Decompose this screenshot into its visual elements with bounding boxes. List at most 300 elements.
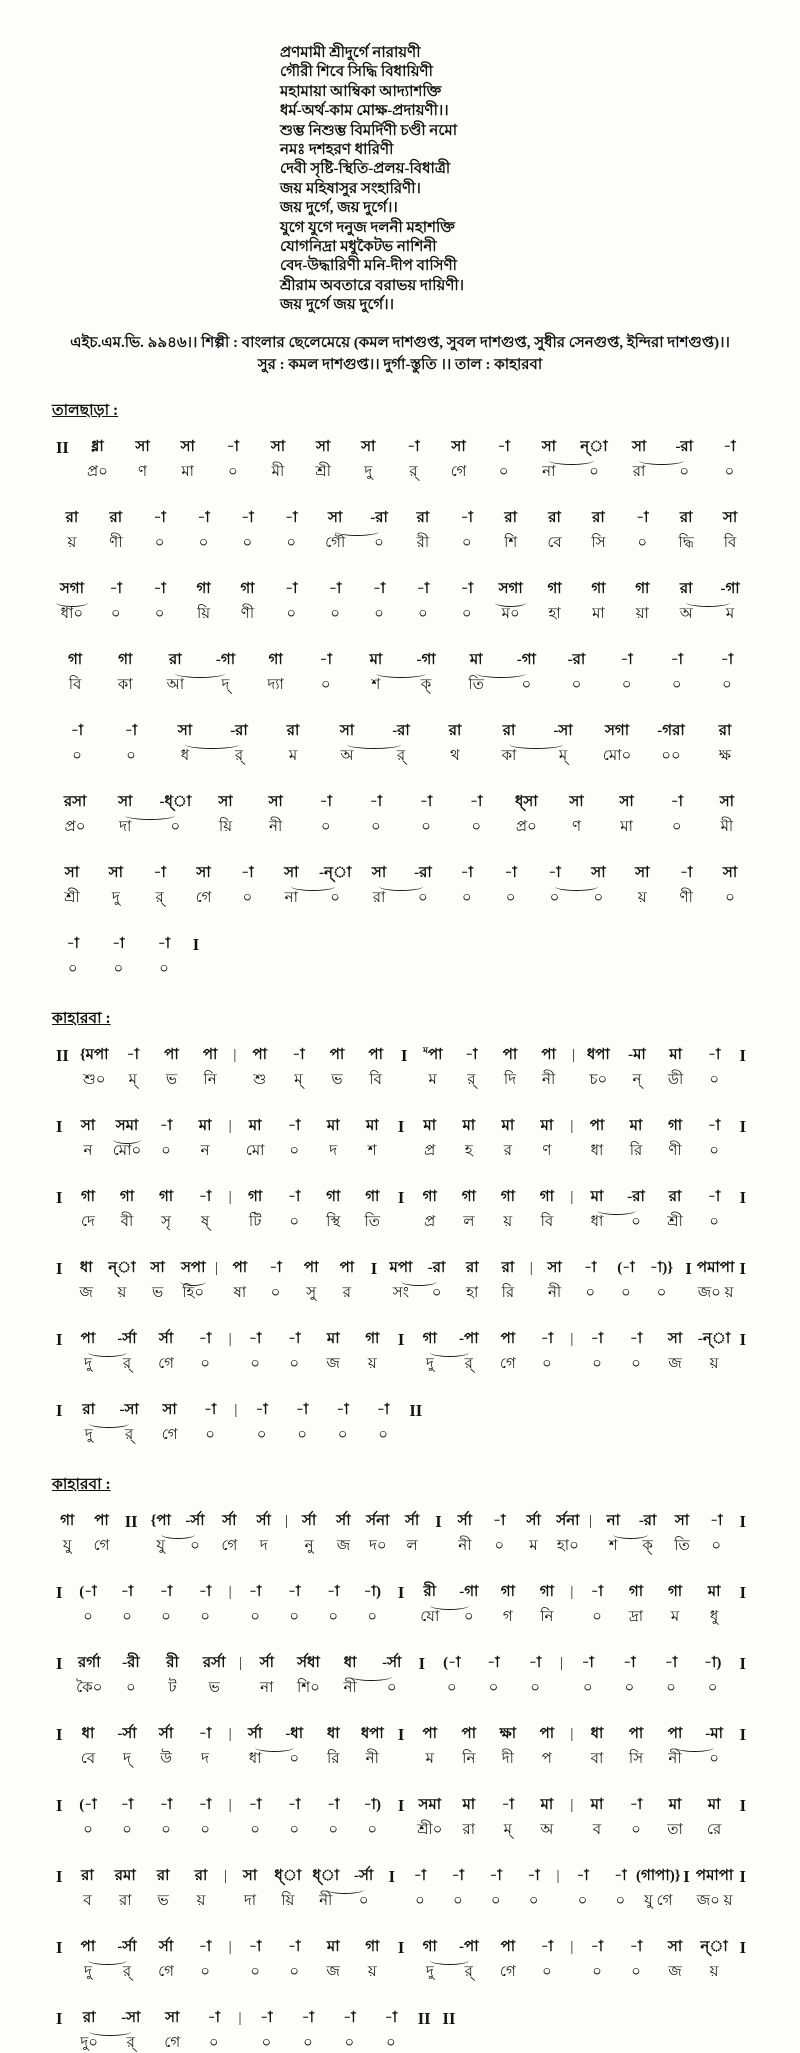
swara-note: -রা (414, 864, 432, 881)
note-cell (313, 580, 357, 624)
swara-note: সা (719, 793, 735, 810)
swara-note: সা (635, 864, 650, 881)
lyric-syllable: তি (674, 1537, 690, 1554)
swara-note: সা (547, 1259, 562, 1276)
swara-note: -া (153, 864, 166, 881)
note-cell (656, 1583, 695, 1627)
lyric-syllable: গে (158, 1963, 174, 1980)
note-cell (100, 793, 150, 837)
note-cell (481, 438, 526, 482)
swara-note: -া (540, 1330, 554, 1347)
note-cell (596, 1512, 630, 1556)
note-cell (200, 793, 250, 837)
note-cell (577, 1188, 616, 1232)
lyric-syllable: ০ (374, 605, 384, 622)
swara-note: -া (680, 864, 693, 881)
lyric-syllable: নী (365, 1750, 379, 1767)
swara-note: সা (64, 864, 80, 881)
lyric-syllable: য় (709, 1355, 719, 1372)
note-cell (186, 1330, 225, 1374)
swara-note: -া (707, 1117, 721, 1134)
notation-section (50, 398, 800, 979)
note-cell (222, 1259, 258, 1303)
lyric-syllable: ০ (592, 1608, 602, 1625)
swara-note: রী (166, 1654, 179, 1671)
note-cell (275, 1725, 314, 1769)
swara-note: -া (295, 1401, 309, 1418)
swara-note: -া (329, 580, 342, 597)
swara-note: -া) (703, 1654, 722, 1671)
verse-line: মহামায়া আম্বিকা আদ্যাশক্তি (280, 83, 442, 100)
swara-note: পা (202, 1046, 218, 1063)
note-cell (110, 1654, 152, 1698)
lyric-syllable: কা (117, 676, 133, 693)
lyric-syllable: ০ (113, 960, 124, 977)
verse-line: গৌরী শিবে সিদ্ধি বিধায়িণী (280, 64, 433, 81)
swara-note: মা (707, 1583, 721, 1600)
note-cell (477, 1867, 515, 1911)
swara-note: -া (710, 1512, 723, 1529)
note-cell (401, 793, 451, 837)
swara-note: -া (497, 438, 510, 455)
note-cell (251, 793, 301, 837)
lyric-syllable: ০ (421, 818, 431, 835)
lyric-syllable: শ্রী (315, 463, 331, 480)
swara-note: সা (328, 509, 343, 526)
swara-note: -র্সা (117, 1938, 137, 1955)
note-cell (501, 793, 551, 837)
note-cell (345, 1867, 383, 1911)
lyric-syllable: ০ (471, 818, 482, 835)
swara-note: সা (569, 793, 584, 810)
bar-line: II (409, 1400, 423, 1420)
lyric-syllable: গে (93, 1537, 110, 1554)
lyric-syllable: হি০ (182, 1284, 205, 1301)
swara-note: (-া (79, 1583, 97, 1600)
swara-note: $^ম$পা (422, 1044, 443, 1063)
swara-note: -সা (121, 2009, 141, 2026)
swara-note: -া (159, 1796, 173, 1813)
note-cell (107, 1938, 146, 1982)
note-cell (571, 438, 616, 482)
lyric-syllable: ০ (452, 1892, 463, 1909)
swara-note: মা (469, 651, 483, 668)
bar-line: | (570, 1583, 574, 1600)
swara-note: গা (196, 580, 211, 597)
note-cell (436, 438, 481, 482)
note-cell (314, 1188, 353, 1232)
lyric-syllable: ম (425, 1750, 434, 1767)
swara-note: -া (372, 580, 386, 597)
swara-note: -া (198, 1330, 212, 1347)
note-cell (711, 2009, 753, 2015)
note-cell (138, 864, 182, 908)
bar-line: I (418, 1653, 425, 1673)
note-cell (50, 580, 94, 624)
swara-note: রা (81, 1867, 94, 1884)
lyric-syllable: র্ (464, 1963, 473, 1980)
swara-note: র্সা (336, 1512, 351, 1529)
swara-note: র্সা (301, 1512, 317, 1529)
swara-note: সা (674, 1512, 690, 1529)
swara-note: -রা (370, 509, 388, 526)
note-cell (236, 1188, 275, 1232)
note-cell (68, 1796, 107, 1840)
lyric-syllable: য় (709, 1963, 719, 1980)
note-cell (586, 2009, 628, 2015)
note-cell (68, 1867, 106, 1911)
lyric-syllable: ০ (490, 1892, 501, 1909)
swara-note: রা (448, 722, 462, 739)
lyric-syllable: চ০ (589, 1071, 608, 1088)
bar-line: | (228, 1188, 232, 1205)
lyric-syllable: গ (502, 1608, 513, 1625)
swara-note: -া (109, 580, 122, 597)
note-cell (149, 1401, 189, 1445)
lyric-syllable: র্ (122, 1963, 132, 1980)
swara-note: -া (584, 1259, 597, 1276)
note-cell (533, 580, 577, 624)
note-cell (616, 1796, 655, 1840)
note-cell (445, 864, 489, 908)
note-cell (551, 793, 601, 837)
swara-note: -া (376, 1401, 390, 1418)
swara-note: -া (369, 793, 383, 810)
lyric-syllable: ০ (725, 889, 735, 906)
lyric-syllable: ০ (289, 1142, 300, 1159)
note-cell (616, 1117, 655, 1161)
lyric-syllable: দ (329, 1142, 338, 1159)
note-cell (656, 1330, 695, 1374)
note-cell (246, 1654, 288, 1698)
lyric-syllable: গে (164, 2034, 181, 2051)
swara-note: সা (242, 1867, 258, 1884)
note-cell (533, 509, 577, 553)
lyric-syllable: ০ (161, 1608, 171, 1625)
note-cell (550, 1401, 590, 1407)
swara-note: মা (198, 1117, 212, 1134)
lyric-syllable: ভ (165, 1071, 178, 1088)
swara-note: -া (670, 793, 683, 810)
lyric-syllable: ০ (250, 1821, 261, 1838)
lyric-syllable: মো০ (602, 747, 632, 764)
lyric-syllable: ০ (592, 1355, 602, 1372)
note-cell (314, 1583, 353, 1627)
lyric-syllable: গে (450, 463, 467, 480)
lyric-syllable: মা (181, 463, 195, 480)
swara-note: গা (67, 651, 83, 668)
note-cell (616, 1725, 655, 1769)
bar-line: | (233, 1046, 237, 1063)
lyric-syllable: ০ (724, 463, 735, 480)
lyric-syllable: হা০ (556, 1537, 579, 1554)
lyric-syllable: ০ (200, 1608, 210, 1625)
bar-line: I (56, 1795, 63, 1815)
swara-note: সা (591, 864, 606, 881)
note-cell (147, 1117, 186, 1161)
lyric-syllable: য়ি (196, 605, 211, 622)
lyric-syllable: দু (84, 1963, 92, 1980)
lyric-syllable: ০ (386, 1679, 397, 1696)
note-cell (695, 1796, 734, 1840)
bar-line: I (397, 1116, 405, 1136)
note-cell (401, 864, 445, 908)
swara-note: -া (319, 793, 332, 810)
note-cell (515, 1867, 553, 1911)
lyric-syllable: য় (367, 1963, 377, 1980)
note-cell (439, 1867, 477, 1911)
swara-note: সা (196, 864, 211, 881)
lyric-syllable: রি (629, 1142, 643, 1159)
note-cell (147, 1796, 186, 1840)
lyric-syllable: র্ (409, 463, 418, 480)
note-cell (564, 1867, 602, 1911)
bar-line: I (397, 1937, 405, 1957)
swara-note: সা (270, 438, 286, 455)
note-cell (644, 722, 698, 766)
note-cell (275, 1117, 314, 1161)
lyric-syllable: ০ (631, 1821, 641, 1838)
swara-note: সপা (180, 1259, 206, 1276)
swara-note: -া (501, 1796, 515, 1813)
note-cell (527, 1725, 566, 1769)
swara-note: -া (198, 1583, 212, 1600)
lyric-syllable: ০ (250, 1963, 261, 1980)
bar-line: I (739, 1937, 747, 1957)
lyric-syllable: হা (548, 605, 561, 622)
note-cell (147, 1583, 186, 1627)
lyric-syllable: ষা (233, 1284, 247, 1301)
swara-note: র্সা (158, 1725, 174, 1742)
note-cell (410, 1583, 449, 1627)
lyric-syllable: ভ (157, 1892, 169, 1909)
swara-note: -া (260, 2009, 273, 2026)
note-cell (356, 1046, 395, 1090)
note-cell (94, 864, 138, 908)
swara-note: -া (207, 2009, 220, 2026)
swara-note: সা (315, 438, 331, 455)
lyric-syllable: ল (406, 1537, 418, 1554)
bar-line: I (397, 1795, 405, 1815)
swara-note: -র্সা (382, 1654, 402, 1671)
swara-note: মা (669, 1046, 682, 1063)
note-cell (445, 509, 489, 553)
note-cell (68, 1654, 110, 1698)
swara-note: -া) (363, 1796, 381, 1813)
swara-note: সা (722, 864, 738, 881)
lyric-syllable: ০ (289, 1355, 300, 1372)
note-cell (247, 1512, 281, 1556)
lyric-syllable: ০ (205, 1426, 215, 1443)
bar-line: I (388, 1866, 395, 1886)
lyric-syllable: জ০ য় (696, 1892, 733, 1909)
section-heading: তালছাড়া : (52, 401, 119, 419)
note-cell (288, 1654, 330, 1698)
swara-note: গা (365, 1330, 380, 1347)
note-cell (401, 509, 445, 553)
note-cell (527, 1117, 566, 1161)
note-cell (351, 793, 401, 837)
note-cell (410, 1938, 449, 1982)
lyric-syllable: ০ (707, 1679, 718, 1696)
lyric-syllable: হা (466, 1284, 479, 1301)
record-credits (0, 332, 800, 376)
note-cell (536, 722, 590, 766)
swara-note: রা (109, 509, 123, 526)
lyric-syllable: ০ (593, 889, 604, 906)
note-cell (226, 509, 270, 553)
lyric-syllable: ০ (542, 1355, 552, 1372)
swara-note: গা (461, 1188, 476, 1205)
note-cell (590, 722, 644, 766)
swara-note: পা (589, 1117, 605, 1134)
lyric-syllable: শ (608, 1537, 618, 1554)
swara-note: র্সা (248, 1725, 263, 1742)
swara-note: -া (153, 580, 166, 597)
bar-line: I (739, 1795, 747, 1815)
note-cell (357, 509, 401, 553)
lyric-syllable: বে (80, 1750, 96, 1767)
note-cell (104, 1259, 140, 1303)
note-cell (708, 509, 752, 553)
swara-note: -া (419, 793, 433, 810)
lyric-syllable: গে (158, 1355, 174, 1372)
lyric-syllable: ০ (344, 2034, 355, 2051)
swara-note: মা (369, 651, 383, 668)
swara-note: রা (465, 1259, 479, 1276)
lyric-syllable: ০ (631, 1213, 641, 1230)
swara-note: -া (576, 1867, 589, 1884)
verse-line: নমঃ দশহরণ ধারিণী (280, 142, 394, 159)
note-cell (186, 1796, 225, 1840)
swara-note: -গা (720, 580, 740, 597)
note-cell (182, 1867, 220, 1911)
note-cell (100, 651, 150, 695)
lyric-syllable: ০ (320, 676, 331, 693)
swara-note: ধা (79, 1259, 93, 1276)
notation-row (50, 509, 752, 553)
swara-note: -সা (553, 722, 573, 739)
note-cell (193, 2009, 235, 2053)
bar-line: II (56, 437, 69, 457)
lyric-syllable: ক্ষ (718, 747, 732, 764)
lyric-syllable: ০ (367, 1608, 378, 1625)
note-cell (251, 651, 301, 695)
swara-note: র্সা (222, 1512, 237, 1529)
swara-note: -া (493, 1512, 506, 1529)
swara-note: -া (285, 509, 298, 526)
note-cell (644, 1259, 680, 1303)
bar-line: I (397, 1582, 405, 1602)
note-cell (144, 1512, 178, 1556)
swara-note: -গা (416, 651, 436, 668)
lyric-syllable: রি (501, 1284, 515, 1301)
swara-note: মা (501, 1117, 515, 1134)
lyric-syllable: অ (679, 605, 693, 622)
notation-row (50, 1259, 752, 1303)
lyric-syllable: ন (83, 1142, 93, 1159)
note-cell (240, 1046, 279, 1090)
swara-note: গা (667, 1117, 683, 1134)
swara-note: -া (70, 722, 84, 739)
lyric-syllable: ০ (709, 1750, 719, 1767)
swara-note: গা (539, 1188, 554, 1205)
note-cell (410, 1796, 449, 1840)
swara-note: সা (361, 438, 376, 455)
note-cell (226, 580, 270, 624)
verse-line: জয় মহিষাসুর সংহারিণী। (280, 180, 421, 197)
octave-superscript: ম (422, 1044, 428, 1055)
note-cell (449, 1583, 488, 1627)
lyric-syllable: দ্ধি (678, 534, 694, 551)
note-cell (186, 1117, 225, 1161)
swara-note: -া) (363, 1583, 381, 1600)
note-cell (488, 1117, 527, 1161)
note-cell (293, 1259, 329, 1303)
bar-line: I (739, 1511, 746, 1531)
lyric-syllable: ০ (542, 1963, 552, 1980)
lyric-syllable: ০ (461, 605, 472, 622)
swara-note: -া (153, 509, 166, 526)
lyric-syllable: র (503, 1142, 512, 1159)
swara-note: -া (629, 1938, 643, 1955)
note-cell (147, 1330, 186, 1374)
bar-line: I (56, 1400, 63, 1420)
note-cell (94, 509, 138, 553)
notation-row (50, 793, 752, 837)
bar-line: I (739, 1866, 746, 1886)
swara-note: ন্া (580, 438, 608, 455)
note-cell (152, 1046, 191, 1090)
swaralipi-sheet-page (0, 44, 800, 2051)
notation-row (50, 935, 752, 979)
swara-note: ক্ষা (499, 1725, 517, 1742)
swara-note: রা (501, 1259, 515, 1276)
lyric-syllable: শ্রী (64, 889, 80, 906)
lyric-syllable: ০ (549, 889, 560, 906)
swara-note: -া (288, 1330, 301, 1347)
swara-note: -া (327, 1796, 340, 1813)
bar-line: I (56, 1329, 63, 1349)
swara-note: -া (413, 1867, 427, 1884)
swara-note: মা (462, 1117, 476, 1134)
lyric-syllable: র্ (396, 747, 406, 764)
note-cell (186, 1938, 225, 1982)
lyric-syllable: ০ (521, 676, 532, 693)
note-cell (353, 1938, 392, 1982)
note-cell (150, 793, 200, 837)
notation-row (50, 651, 752, 695)
lyric-syllable: গে (499, 1355, 516, 1372)
verse-line: দেবী সৃষ্টি-স্থিতি-প্রলয়-বিধাত্রী (280, 161, 451, 178)
swara-note: -া (288, 1583, 301, 1600)
bar-line: I (56, 2008, 63, 2028)
verse-line: শুম্ভ নিশুম্ভ বিমর্দিণী চণ্ডী নমো (280, 122, 458, 139)
swara-note: রা (194, 1867, 208, 1884)
note-cell (454, 1259, 490, 1303)
note-cell (94, 580, 138, 624)
swara-note: পা (94, 1512, 109, 1529)
note-cell (241, 1401, 281, 1445)
note-cell (383, 1259, 419, 1303)
note-cell (301, 651, 351, 695)
note-cell (410, 1725, 449, 1769)
lyric-syllable: দু (425, 1963, 434, 1980)
lyric-syllable: ণ (571, 818, 582, 835)
swara-note: -া (159, 1583, 173, 1600)
swara-note: -া (255, 1401, 268, 1418)
lyric-syllable: ০ (161, 1142, 171, 1159)
